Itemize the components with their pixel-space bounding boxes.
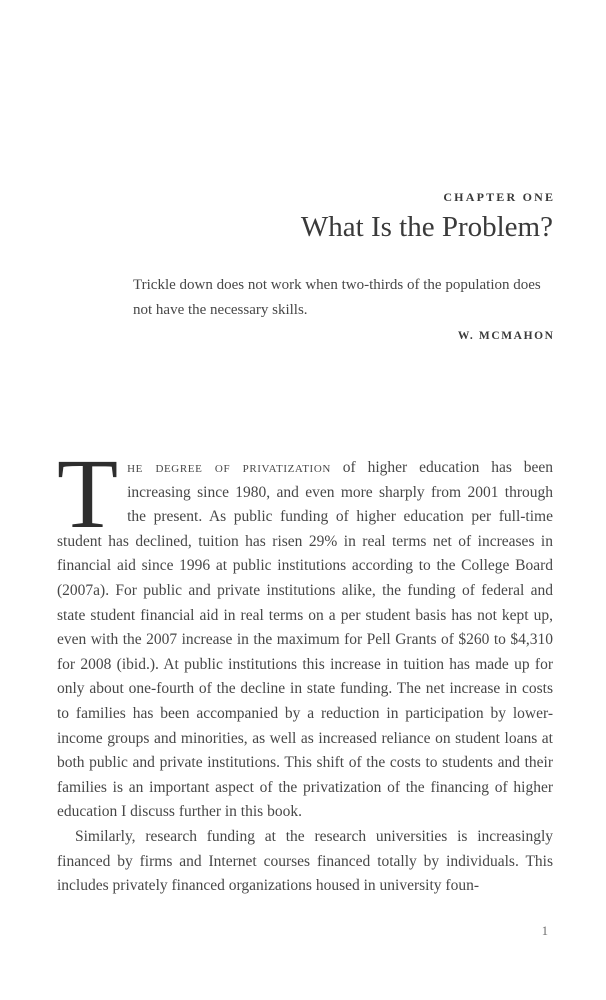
paragraph-second: Similarly, research funding at the research universities is increasingly financed by firms and Internet courses financed totally by individuals. This includes privately financed organizations housed in university foun- xyxy=(57,827,553,895)
small-caps-lead: he degree of privatization xyxy=(127,459,331,476)
page-number: 1 xyxy=(541,924,548,938)
page-title: What Is the Problem? xyxy=(300,211,553,243)
chapter-label: CHAPTER ONE xyxy=(443,190,556,204)
paragraph-first xyxy=(57,438,554,825)
chapter-header xyxy=(57,190,556,244)
body-text xyxy=(57,438,554,899)
epigraph xyxy=(133,273,553,342)
epigraph-text: Trickle down does not work when two-thirds of the population does not have the necessary skills. xyxy=(133,277,541,318)
epigraph-attribution: W. MCMAHON xyxy=(457,330,555,342)
paragraph-first-text: of higher education has been increasing since 1980, and even more sharply from 2001 through the present. As public funding of higher education per full-time student has declined, tuition has risen 29% in real terms net of increases in financial aid since 1996 at public institutions according to the College Board (2007a). For public and private institutions alike, the funding of federal and state student financial aid in real terms on a per student basis has not kept up, even with the 2007 increase in the maximum for Pell Grants of $260 to $4,310 for 2008 (ibid.). At public institutions this increase in tuition has made up for only about one-fourth of the decline in state funding. The net increase in costs to families has been accompanied by a reduction in participation by lower-income groups and minorities, as well as increased reliance on student loans at both public and private institutions. This shift of the costs to students and their families is an important aspect of the privatization of the financing of higher education I discuss further in this book. xyxy=(57,459,554,821)
drop-cap: T xyxy=(57,438,119,549)
